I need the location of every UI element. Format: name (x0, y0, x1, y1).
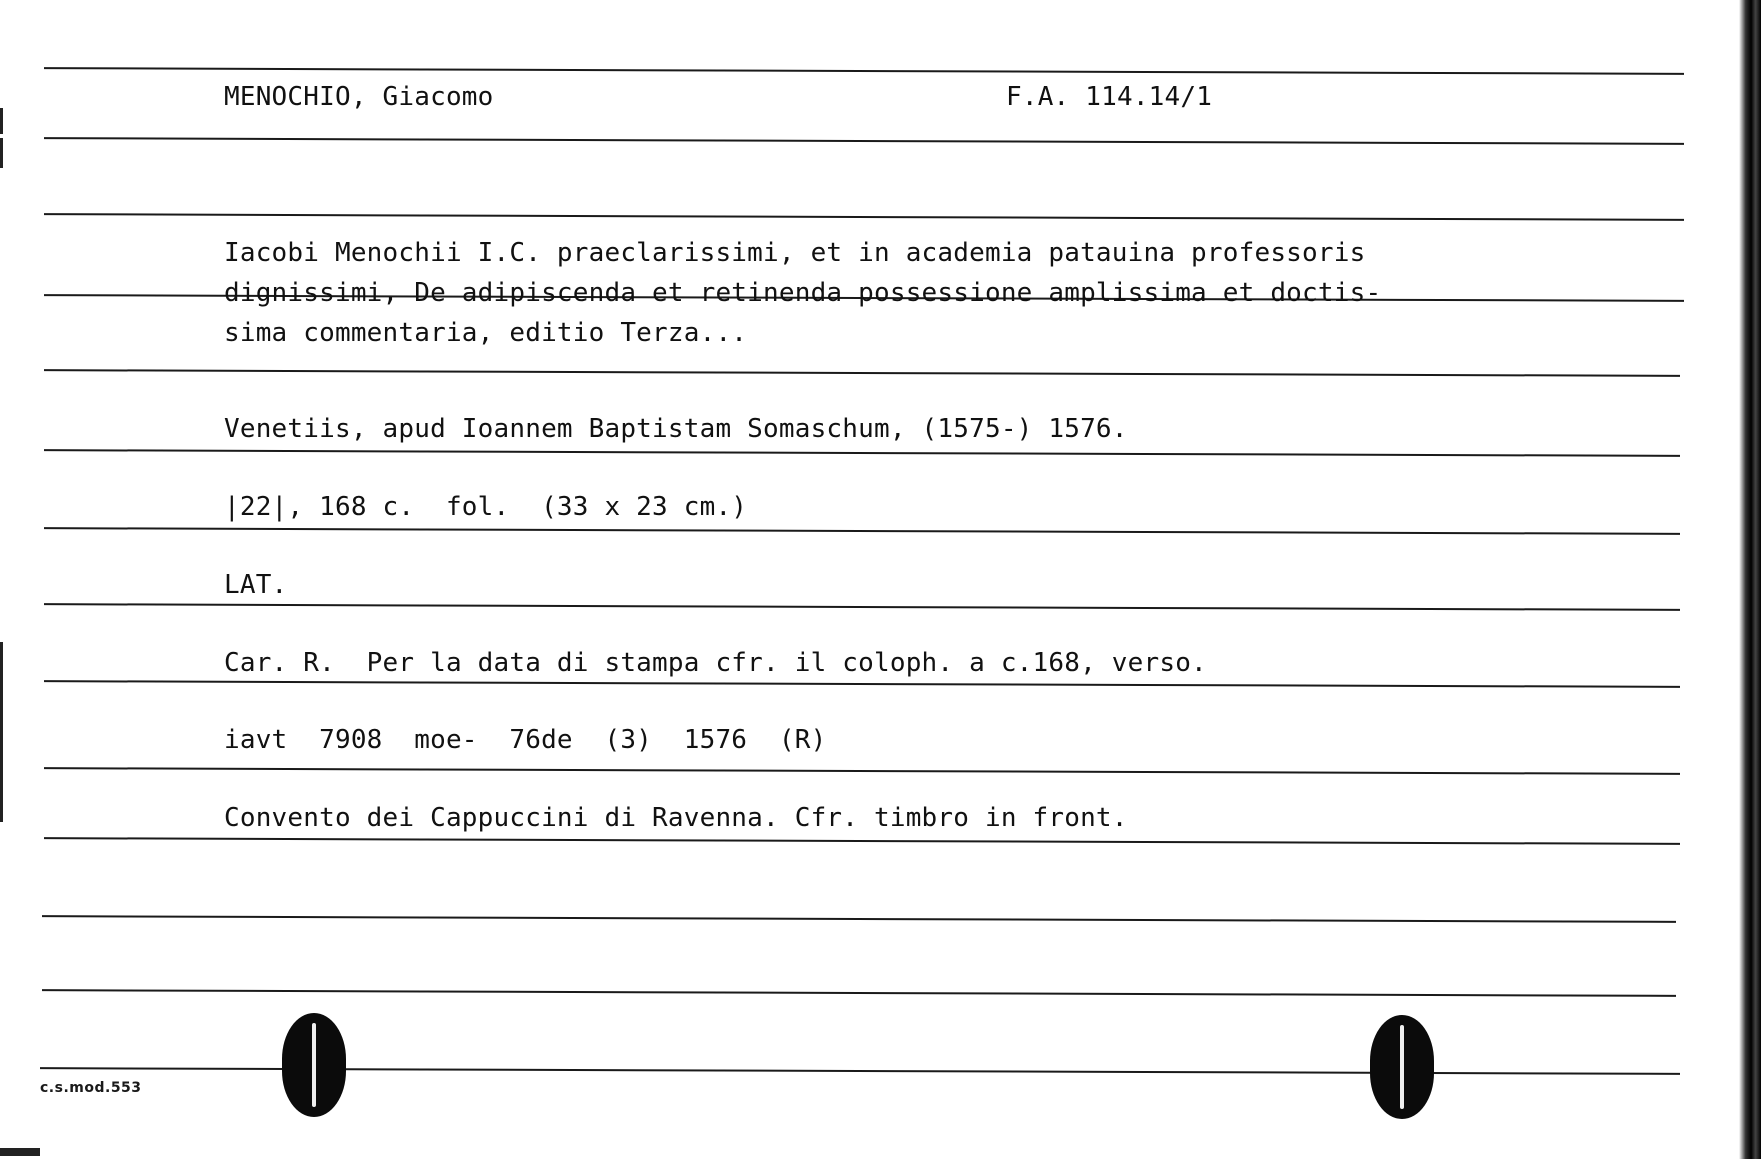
title-line-1: Iacobi Menochii I.C. praeclarissimi, et in academia patauina professoris (224, 238, 1366, 268)
provenance: Convento dei Cappuccini di Ravenna. Cfr. timbro in front. (224, 803, 1128, 833)
rule-line (44, 603, 1680, 611)
shelfmark: F.A. 114.14/1 (1006, 82, 1213, 112)
notes: Car. R. Per la data di stampa cfr. il coloph. a c.168, verso. (224, 648, 1207, 678)
fingerprint: iavt 7908 moe- 76de (3) 1576 (R) (224, 725, 827, 755)
rule-line (44, 767, 1680, 775)
rule-line (44, 449, 1680, 457)
scan-edge-mark (0, 1148, 40, 1156)
rule-line (44, 213, 1684, 221)
rule-line (44, 527, 1680, 535)
collation: |22|, 168 c. fol. (33 x 23 cm.) (224, 492, 748, 522)
title-line-2: dignissimi, De adipiscenda et retinenda possessione amplissima et doctis- (224, 278, 1382, 308)
title-line-3: sima commentaria, editio Terza... (224, 318, 748, 348)
punch-hole-right (1370, 1015, 1434, 1119)
rule-line (42, 989, 1676, 997)
scan-edge-shadow (1739, 0, 1761, 1159)
rule-line (44, 67, 1684, 75)
rule-line (44, 137, 1684, 145)
form-code: c.s.mod.553 (40, 1080, 142, 1096)
punch-hole-left (282, 1013, 346, 1117)
imprint: Venetiis, apud Ioannem Baptistam Somaschum, (1575-) 1576. (224, 414, 1128, 444)
scan-edge-mark (0, 642, 3, 822)
rule-line (42, 915, 1676, 923)
rule-line (44, 837, 1680, 845)
scan-edge-mark (0, 138, 3, 168)
author-heading: MENOCHIO, Giacomo (224, 82, 494, 112)
scan-edge-mark (0, 108, 3, 134)
rule-line (44, 369, 1680, 377)
language: LAT. (224, 570, 288, 600)
